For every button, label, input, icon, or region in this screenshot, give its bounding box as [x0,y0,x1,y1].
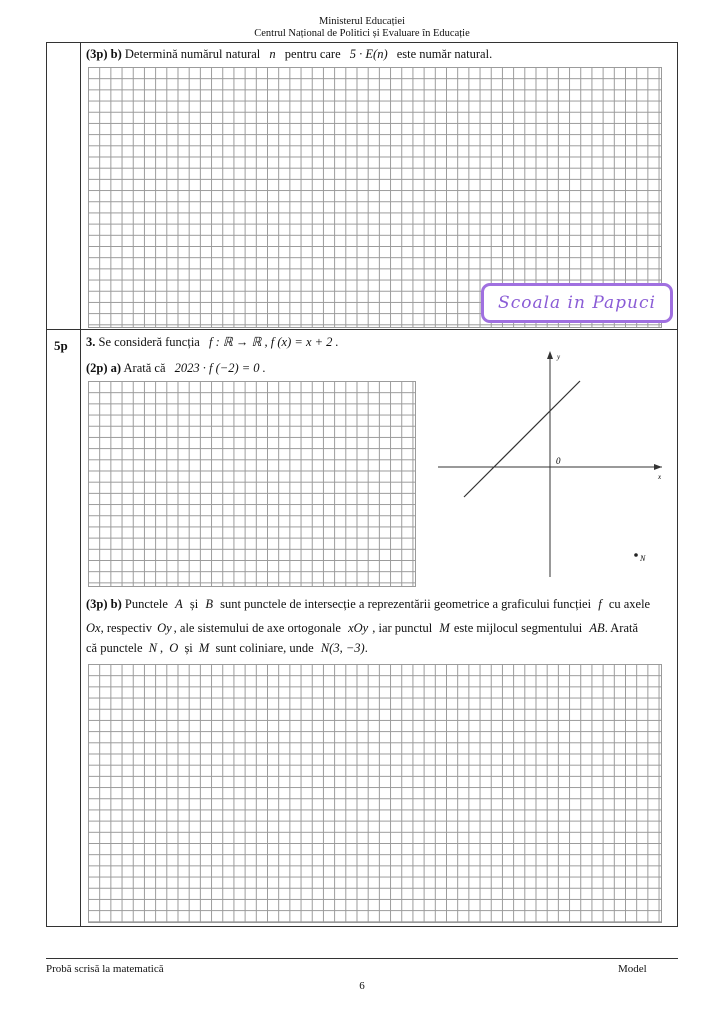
footer-divider [46,958,678,959]
problem-3b-line3 [86,640,368,656]
problem-3b-var-n: N [148,641,158,655]
problem-3b-text: este mijlocul segmentului [453,621,583,635]
problem-3b-var-m: M [439,621,450,635]
problem-2b-text-after: este număr natural. [396,47,493,61]
problem-3b-text: și [184,641,193,655]
problem-2b-var-n: n [269,47,276,61]
problem-3b-line1 [86,596,650,612]
problem-3b-text: și [189,597,199,611]
problem-3b-var-ox: Ox [86,621,101,635]
problem-3b-text: Punctele [124,597,168,611]
problem-3b-var-f: f [598,597,602,611]
problem-2b-points: (3p) b) [86,47,122,61]
problem-3b-text: . [364,641,368,655]
problem-3b-text: . Arată [604,621,639,635]
graph-function-line [464,381,580,497]
problem-3b-var-xoy: xOy [348,621,369,635]
problem-3b-text: , [160,641,164,655]
answer-grid-3b [88,664,662,923]
graph-x-axis-arrow [654,464,662,470]
footer-exam-title: Probă scrisă la matematică [46,963,164,975]
graph-point-n-label: N [640,554,646,563]
table-left-border [46,42,47,926]
problem-3b-point-n: N(3, −3) [320,641,365,655]
page-number: 6 [359,980,365,992]
table-top-border [46,42,678,43]
problem-3b-var-a: A [175,597,183,611]
problem-2b-expression: 5 · E(n) [349,47,388,61]
table-row-separator [46,329,678,330]
problem-3b-var-o: O [169,641,179,655]
graph-origin-label: 0 [556,456,561,466]
problem-3b-text: sunt punctele de intersecție a reprezentării geometrice a graficului funcției [220,597,592,611]
problem-2b-text-mid: pentru care [284,47,341,61]
problem-3b-var-m: M [198,641,210,655]
table-bottom-border [46,926,678,927]
problem-3-score: 5p [54,338,68,353]
graph-y-axis-arrow [547,351,553,359]
problem-3b-text: că punctele [86,641,143,655]
problem-3b-var-b: B [205,597,213,611]
graph-x-label: x [658,473,662,481]
problem-3b-text: cu axele [608,597,651,611]
answer-grid-3a [88,381,416,587]
problem-3a-points: (2p) a) [86,361,122,375]
problem-3a-text: Arată că [123,361,166,375]
problem-3b-text: sunt coliniare, unde [215,641,314,655]
watermark-text: Scoala in Papuci [498,293,656,313]
watermark-logo [481,283,673,323]
problem-3a-expression: 2023 · f (−2) = 0 . [174,361,266,375]
footer-model: Model [618,963,647,975]
problem-3-function-def: f : ℝ → ℝ , f (x) = x + 2 . [208,335,339,349]
header-ministry: Ministerul Educației [318,16,406,27]
table-score-column-border [80,42,81,926]
problem-3-statement [86,334,339,350]
problem-3-statement-text: Se consideră funcția [98,335,200,349]
table-right-border [677,42,678,926]
problem-3b-var-oy: Oy [157,621,172,635]
problem-3b-text: , respectiv [100,621,152,635]
problem-2b-statement [86,46,492,62]
header-center: Centrul Național de Politici și Evaluare în Educație [254,28,470,39]
problem-3b-var-ab: AB [589,621,605,635]
problem-3b-points: (3p) b) [86,597,122,611]
graph-point-n [634,553,638,557]
problem-2b-text-before: Determină numărul natural [124,47,261,61]
function-graph [430,345,670,585]
graph-y-label: y [557,353,561,361]
problem-3a-statement [86,360,266,376]
problem-3b-text: , ale sistemului de axe ortogonale [173,621,341,635]
problem-3b-line2 [86,620,638,636]
problem-3-number: 3. [86,335,96,349]
problem-3b-text: , iar punctul [372,621,433,635]
